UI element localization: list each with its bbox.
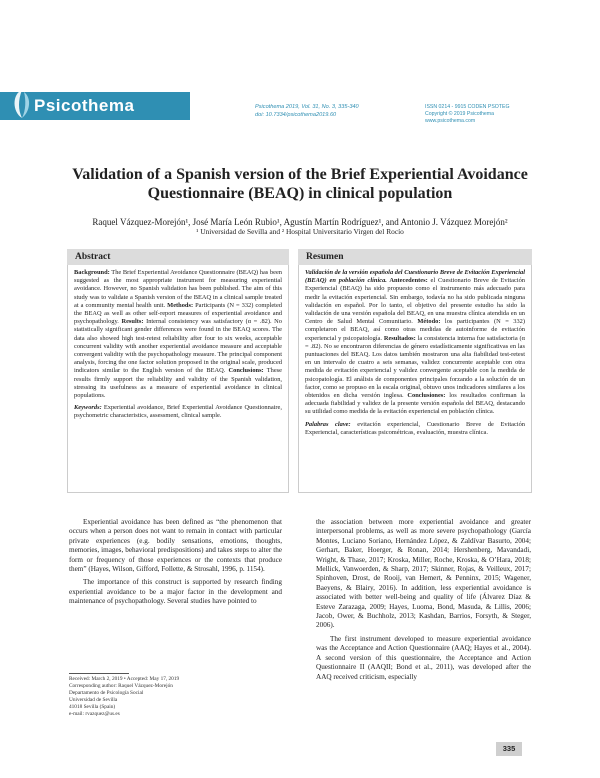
- resumen-heading: Resumen: [298, 249, 532, 265]
- journal-logo-text: Psicothema: [34, 96, 135, 115]
- abstract-keywords-label: Keywords:: [74, 404, 102, 412]
- abstract-body: [67, 265, 289, 493]
- resumen-antecedentes-text: el Cuestionario Breve de Evitación Experiencial (BEAQ) ha sido propuesto como el instrumento más adecuado para medir la evitación experiencial. Sin embargo, todavía no ha sido publicada ninguna validación en español. Por lo tanto, el objetivo del presente estudio ha sido la validación de una versión española del BEAQ, en una muestra clínica atendida en un Centro de Salud Mental Comunitario.: [305, 277, 526, 326]
- abstract-section: [67, 249, 289, 493]
- doi-line: doi: 10.7334/psicothema2019.60: [255, 111, 337, 118]
- citation-line: Psicothema 2019, Vol. 31, No. 3, 335-340: [255, 104, 359, 110]
- page-number: 335: [496, 742, 522, 756]
- email-link[interactable]: e-mail: rvazquez@us.es: [69, 710, 120, 717]
- author-list: Raquel Vázquez-Morejón¹, José María León Rubio¹, Agustín Martín Rodríguez¹, and Antonio J. Vázquez Morejón²: [92, 217, 508, 227]
- footnote: [69, 676, 269, 717]
- resumen-body: [298, 265, 532, 493]
- abstract-conclusions-text: These results firmly support the reliability and validity of the Spanish validation, stressing its usefulness as a measure of experiential avoidance in clinical populations.: [74, 367, 282, 400]
- resumen-antecedentes-label: Antecedentes:: [386, 277, 428, 285]
- body-paragraph: The first instrument developed to measure experiential avoidance was the Acceptance and Action Questionnaire (AAQ; Hayes et al., 2004). A second version of this questionnaire, the Acceptance and Action Questionnaire II (AAQII; Bond et al., 2011), was developed after the AAQ received criticism, especially: [316, 634, 531, 681]
- abstract-background-text: The Brief Experiential Avoidance Questionnaire (BEAQ) has been suggested as the most appropriate instrument for measuring experiential avoidance. However, no Spanish validation has been published. The aim of this study was to validate a Spanish version of the BEAQ in a clinical sample treated at a community mental health unit.: [74, 269, 282, 309]
- body-paragraph: The importance of this construct is supported by research finding experiential avoidance to be a major factor in the development and maintenance of psychopathology. Several studies have pointed to: [69, 578, 282, 606]
- abstract-keywords-text: Experiential avoidance, Brief Experiential Avoidance Questionnaire, psychometric characteristics, assessment, clinical sample.: [74, 404, 282, 420]
- resumen-metodo-label: Método:: [417, 318, 441, 326]
- footnote-rule: [69, 673, 129, 674]
- issn-block: [425, 104, 585, 126]
- resumen-conclusiones-text: los resultados confirman la adecuada fiabilidad y validez de la presente versión española del BEAQ, destacando su utilidad como medida de la evitación experiencial en población clínica.: [305, 392, 526, 416]
- resumen-palabras-label: Palabras clave:: [305, 420, 351, 428]
- body-paragraph: Experiential avoidance has been defined as “the phenomenon that occurs when a person does not want to remain in contact with particular private experiences (e.g. bodily sensations, emotions, thoughts, memories, images, behavioral predispositions) and takes steps to alter the form or frequency of those experiences or the contexts that produce them” (Hayes, Wilson, Gifford, Follette, & Strosahl, 1996, p. 1154).: [69, 518, 282, 574]
- corresponding-author: Corresponding author: Raquel Vázquez-Morejón: [69, 682, 173, 689]
- body-left-column: [69, 518, 282, 668]
- resumen-resultados-text: la consistencia interna fue satisfactoria (α = .82). No se encontraron diferencias de género estadísticamente significativas en las puntuaciones del BEAQ. Los datos también mostraron una alta fiabilidad test-retest en un intervalo de cuatro a seis semanas, validez concurrente aceptable con otra medida de evitación experiencial y validez convergente aceptable con la medida de psicopatología. El análisis de componentes principales forzando a la solución de un factor, como se propuso en la escala original, obtuvo unos indicadores similares a los obtenidos en dicha versión inglesa.: [305, 334, 525, 400]
- citation-block: [255, 104, 415, 119]
- resumen-section: [298, 249, 532, 493]
- address: 41018 Sevilla (Spain): [69, 703, 116, 710]
- copyright-line: Copyright © 2019 Psicothema: [425, 111, 494, 118]
- article-title: [60, 165, 540, 203]
- abstract-methods-label: Methods:: [167, 301, 194, 309]
- abstract-heading: Abstract: [67, 249, 289, 265]
- abstract-conclusions-label: Conclusions:: [228, 367, 264, 375]
- resumen-title: Validación de la versión española del Cuestionario Breve de Evitación Experiencial (BEAQ) en población clínica.: [305, 269, 525, 285]
- resumen-resultados-label: Resultados:: [383, 334, 416, 342]
- issn-line: ISSN 0214 - 9915 CODEN PSOTEG: [425, 104, 510, 110]
- title-line-2: Questionnaire (BEAQ) in clinical population: [147, 185, 453, 202]
- journal-logo-icon: [8, 86, 36, 122]
- abstract-results-label: Results:: [121, 318, 144, 326]
- affiliations: ¹ Universidad de Sevilla and ² Hospital Universitario Virgen del Rocío: [196, 227, 404, 236]
- resumen-metodo-text: los participantes (N = 332) completaron el BEAQ, así como otras medidas de autoinforme de evitación experiencial y psicopatología.: [305, 318, 525, 342]
- title-line-1: Validation of a Spanish version of the Brief Experiential Avoidance: [72, 166, 528, 183]
- abstract-results-text: Internal consistency was satisfactory (α = .82). No statistically significant gender differences were found in the BEAQ scores. The data also showed high test-retest reliability after four to six weeks, acceptable concurrent validity with another experiential avoidance measure and acceptable convergent validity with the psychopathology measure. The principal component analysis, forcing the one factor solution proposed in the original scale, produced indicators similar to the English version of the BEAQ.: [74, 318, 282, 375]
- website-link[interactable]: www.psicothema.com: [425, 118, 476, 125]
- received-line: Received: March 2, 2019 • Accepted: May 17, 2019: [69, 676, 180, 682]
- resumen-palabras-text: evitación experiencial, Cuestionario Breve de Evitación Experiencial, características psicométricas, evaluación, muestra clínica.: [305, 420, 525, 436]
- department: Departamento de Psicología Social: [69, 689, 144, 696]
- body-right-column: [316, 518, 531, 718]
- university: Universidad de Sevilla: [69, 696, 118, 703]
- abstract-background-label: Background:: [74, 269, 110, 276]
- resumen-conclusiones-label: Conclusiones:: [407, 392, 446, 400]
- abstract-methods-text: Participants (N = 332) completed the BEAQ as well as other self-report measures of experiential avoidance and psychopathology.: [74, 301, 282, 326]
- body-paragraph: the association between more experiential avoidance and greater interpersonal problems, as well as more severe psychopathology (García Montes, Luciano Soriano, Hernández López, & Zaldívar Basurto, 2004; Gerhart, Baker, Hoerger, & Ronan, 2014; Hershenberg, Mavandadi, Wright, & Thase, 2017; Kroska, Miller, Roche, Kroska, & O’Hara, 2018; Mellick, Vanwoerden, & Sharp, 2017; Skinner, Rojas, & Veilleux, 2017; Spinhoven, Drost, de Rooij, van Hemert, & Penninx, 2015; Wagener, Baeyens, & Blairy, 2016). In addition, less experiential avoidance is associated with better well-being and quality of life (Álvarez Díaz & Esteve Zarazaga, 2009; Hayes, Luoma, Bond, Masuda, & Lillis, 2006; Jacob, Ower, & Buchholz, 2013; Kashdan, Barrios, Forsyth, & Steger, 2006).: [316, 518, 531, 630]
